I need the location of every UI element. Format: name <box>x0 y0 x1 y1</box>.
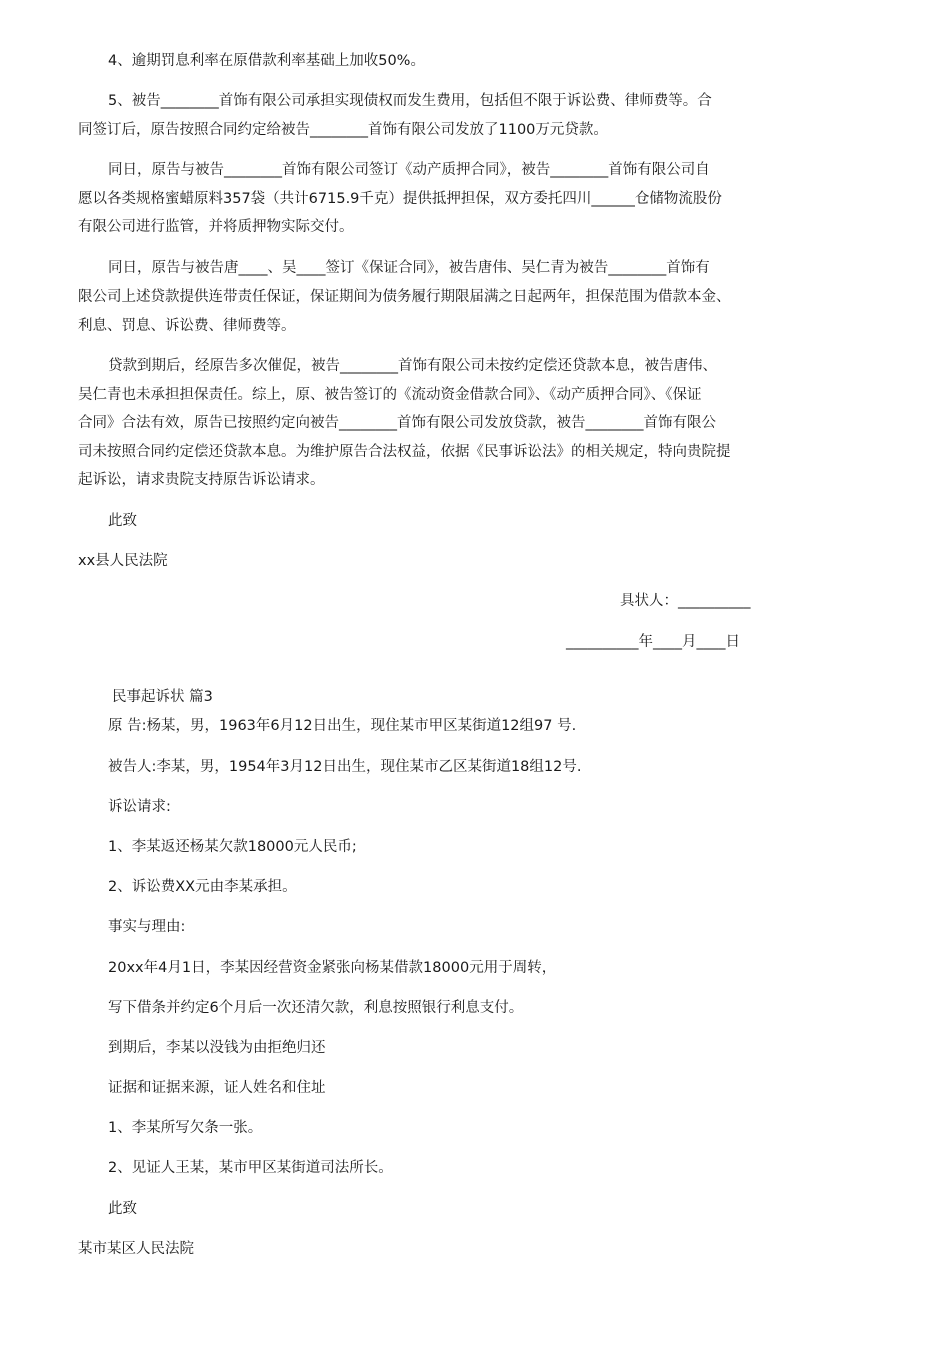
closing-salutation-2: 此致 <box>108 1201 137 1217</box>
fact-1: 20xx年4月1日，李某因经营资金紧张向杨某借款18000元用于周转， <box>108 960 557 976</box>
summary-paragraph-line-3: 合同》合法有效，原告已按照约定向被告________首饰有限公司发放贷款，被告________首饰有限公 <box>78 415 716 431</box>
clause-4: 4、逾期罚息利率在原借款利率基础上加收50%。 <box>108 53 425 69</box>
claims-label: 诉讼请求: <box>108 799 171 815</box>
clause-5-line-2: 同签订后，原告按照合同约定给被告________首饰有限公司发放了1100万元贷款。 <box>78 122 608 138</box>
pledge-paragraph-line-2: 愿以各类规格蜜蜡原料357袋（共计6715.9千克）提供抵押担保，双方委托四川______仓储物流股份 <box>78 191 722 207</box>
summary-paragraph-line-2: 吴仁青也未承担担保责任。综上，原、被告签订的《流动资金借款合同》、《动产质押合同》、《保证 <box>78 387 702 403</box>
claim-2: 2、诉讼费XX元由李某承担。 <box>108 879 297 895</box>
facts-label: 事实与理由: <box>108 919 186 935</box>
evidence-label: 证据和证据来源，证人姓名和住址 <box>108 1080 326 1096</box>
summary-paragraph-line-5: 起诉讼，请求贵院支持原告诉讼请求。 <box>78 472 325 488</box>
court-name: xx县人民法院 <box>78 553 168 569</box>
pledge-paragraph-line-3: 有限公司进行监管，并将质押物实际交付。 <box>78 219 354 235</box>
court-name-2: 某市某区人民法院 <box>78 1241 194 1257</box>
summary-paragraph-line-1: 贷款到期后，经原告多次催促，被告________首饰有限公司未按约定偿还贷款本息，被告唐伟、 <box>108 358 717 374</box>
clause-5-line-1: 5、被告________首饰有限公司承担实现债权而发生费用，包括但不限于诉讼费、律师费等。合 <box>108 93 712 109</box>
claim-1: 1、李某返还杨某欠款18000元人民币; <box>108 839 357 855</box>
pledge-paragraph-line-1: 同日，原告与被告________首饰有限公司签订《动产质押合同》，被告________首饰有限公司自 <box>108 162 710 178</box>
date-line: __________年____月____日 <box>566 634 740 650</box>
guarantee-paragraph-line-1: 同日，原告与被告唐____、吴____签订《保证合同》，被告唐伟、吴仁青为被告________首饰有 <box>108 260 710 276</box>
summary-paragraph-line-4: 司未按照合同约定偿还贷款本息。为维护原告合法权益，依据《民事诉讼法》的相关规定，特向贵院提 <box>78 444 731 460</box>
guarantee-paragraph-line-2: 限公司上述贷款提供连带责任保证，保证期间为债务履行期限届满之日起两年，担保范围为借款本金、 <box>78 289 731 305</box>
guarantee-paragraph-line-3: 利息、罚息、诉讼费、律师费等。 <box>78 318 296 334</box>
section-heading: 民事起诉状 篇3 <box>112 689 213 705</box>
plaintiff-info: 原 告:杨某，男，1963年6月12日出生，现住某市甲区某街道12组97 号. <box>108 718 577 734</box>
signer-line: 具状人：__________ <box>620 593 751 609</box>
defendant-info: 被告人:李某，男，1954年3月12日出生，现住某市乙区某街道18组12号. <box>108 759 582 775</box>
fact-2: 写下借条并约定6个月后一次还清欠款，利息按照银行利息支付。 <box>108 1000 524 1016</box>
evidence-2: 2、见证人王某，某市甲区某街道司法所长。 <box>108 1160 393 1176</box>
evidence-1: 1、李某所写欠条一张。 <box>108 1120 263 1136</box>
fact-3: 到期后，李某以没钱为由拒绝归还 <box>108 1040 326 1056</box>
closing-salutation: 此致 <box>108 513 137 529</box>
